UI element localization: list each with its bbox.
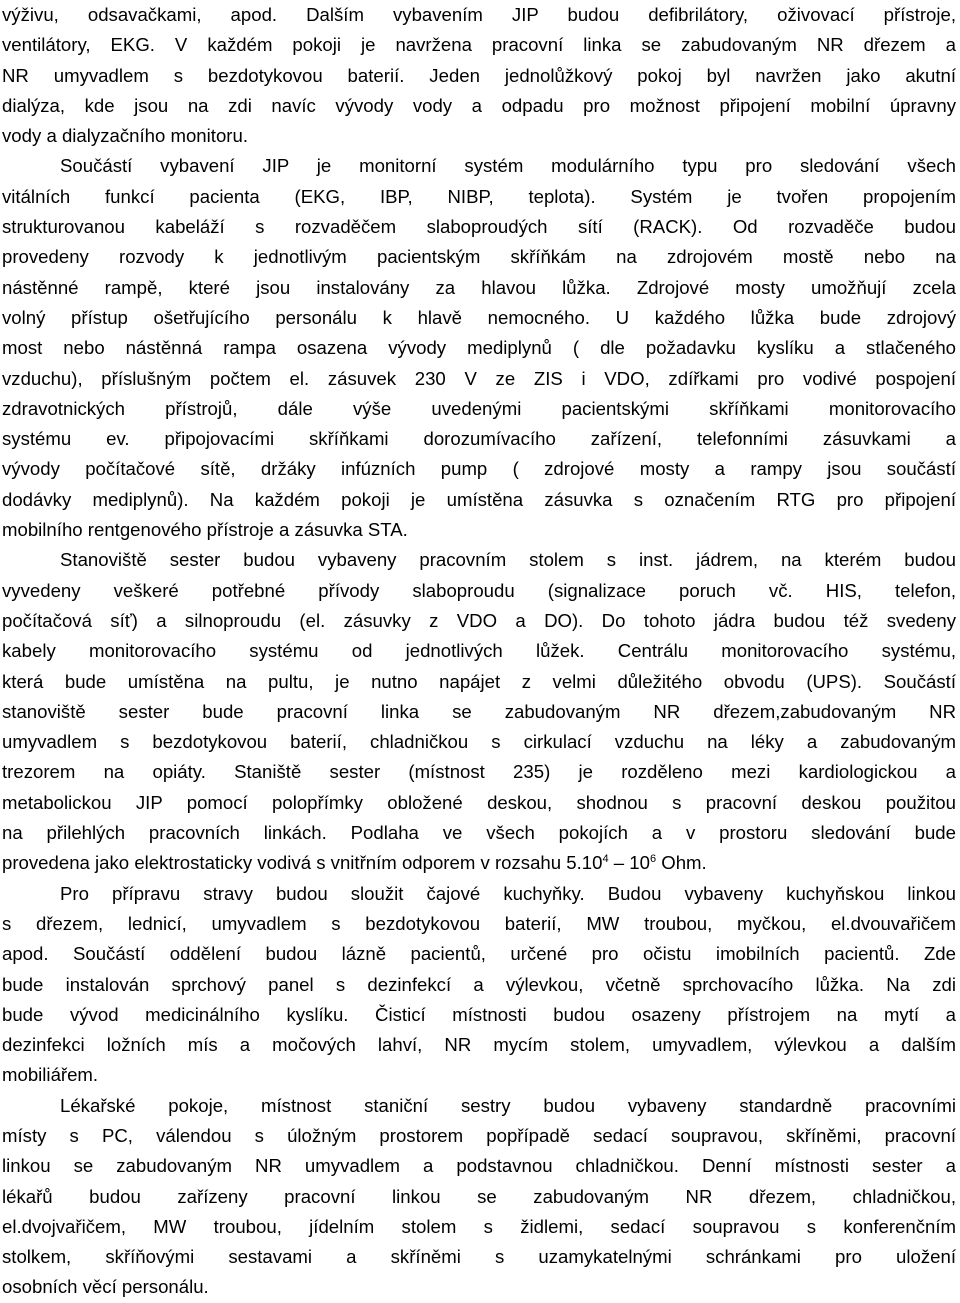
line-text: Pro přípravu stravy budou sloužit čajové kuchyňky. Budou vybaveny kuchyňskou linkou xyxy=(60,882,956,904)
text-line xyxy=(2,454,956,484)
text-line xyxy=(2,242,956,272)
line-text: bude instalován sprchový panel s dezinfekcí a výlevkou, včetně sprchovacího lůžka. Na zdi xyxy=(2,973,956,995)
text-line xyxy=(2,1242,956,1272)
text-line xyxy=(2,515,956,545)
line-text: Součástí vybavení JIP je monitorní systém modulárního typu pro sledování všech xyxy=(60,155,956,177)
text-line xyxy=(2,727,956,757)
line-text: mobiliářem. xyxy=(2,1064,99,1086)
line-text: stolkem, skříňovými sestavami a skříněmi s uzamykatelnými schránkami pro uložení xyxy=(2,1246,956,1268)
text-line xyxy=(2,485,956,515)
line-text: která bude umístěna na pultu, je nutno napájet z velmi důležitého obvodu (UPS). Součástí xyxy=(2,670,956,692)
line-text-mid: – 10 xyxy=(608,852,650,874)
text-line xyxy=(2,212,956,242)
text-line xyxy=(2,61,956,91)
line-text: systému ev. připojovacími skříňkami dorozumívacího zařízení, telefonními zásuvkami a xyxy=(2,428,956,450)
superscript-exponent: 6 xyxy=(649,853,657,866)
text-line xyxy=(2,394,956,424)
line-text: vitálních funkcí pacienta (EKG, IBP, NIBP, teplota). Systém je tvořen propojením xyxy=(2,185,956,207)
text-line xyxy=(2,939,956,969)
text-line xyxy=(2,757,956,787)
line-text: provedeny rozvody k jednotlivým pacientským skříňkám na zdrojovém mostě nebo na xyxy=(2,246,956,268)
text-line xyxy=(2,818,956,848)
line-text: vývody počítačové sítě, držáky infúzních pump ( zdrojové mosty a rampy jsou součástí xyxy=(2,458,956,480)
text-line xyxy=(2,121,956,151)
line-text: výživu, odsavačkami, apod. Dalším vybavením JIP budou defibrilátory, oživovací přístroje, xyxy=(2,4,956,25)
line-text: na přilehlých pracovních linkách. Podlaha ve všech pokojích a v prostoru sledování bude xyxy=(2,822,956,844)
text-line xyxy=(2,30,956,60)
text-line xyxy=(2,1272,956,1302)
text-line xyxy=(2,1121,956,1151)
line-text: Stanoviště sester budou vybaveny pracovním stolem s inst. jádrem, na kterém budou xyxy=(60,549,956,571)
text-line xyxy=(2,364,956,394)
text-line xyxy=(2,151,956,181)
text-line xyxy=(2,303,956,333)
line-text: NR umyvadlem s bezdotykovou baterií. Jeden jednolůžkový pokoj byl navržen jako akutní xyxy=(2,64,956,86)
line-text: lékařů budou zařízeny pracovní linkou se zabudovaným NR dřezem, chladničkou, xyxy=(2,1185,956,1207)
line-text: stanoviště sester bude pracovní linka se zabudovaným NR dřezem,zabudovaným NR xyxy=(2,700,956,722)
line-text: apod. Součástí oddělení budou lázně pacientů, určené pro očistu imobilních pacientů. Zde xyxy=(2,943,956,965)
text-line xyxy=(2,182,956,212)
text-line xyxy=(2,333,956,363)
text-line xyxy=(2,273,956,303)
line-text: mobilního rentgenového přístroje a zásuvka STA. xyxy=(2,519,408,541)
text-line xyxy=(2,970,956,1000)
line-text: volný přístup ošetřujícího personálu k hlavě nemocného. U každého lůžka bude zdrojový xyxy=(2,306,956,328)
text-line xyxy=(2,1030,956,1060)
text-line xyxy=(2,424,956,454)
line-text: ventilátory, EKG. V každém pokoji je navržena pracovní linka se zabudovaným NR dřezem a xyxy=(2,34,956,56)
text-line xyxy=(2,1060,956,1090)
line-text: linkou se zabudovaným NR umyvadlem a podstavnou chladničkou. Denní místnosti sester a xyxy=(2,1155,956,1177)
line-text: vody a dialyzačního monitoru. xyxy=(2,125,248,147)
line-text: dezinfekci ložních mís a močových lahví, NR mycím stolem, umyvadlem, výlevkou a dalším xyxy=(2,1034,956,1056)
text-line xyxy=(2,545,956,575)
line-text: vzduchu), příslušným počtem el. zásuvek 230 V ze ZIS i VDO, zdířkami pro vodivé pospojení xyxy=(2,367,956,389)
text-line xyxy=(2,909,956,939)
text-line xyxy=(2,848,956,878)
line-text: s dřezem, lednicí, umyvadlem s bezdotykovou baterií, MW troubou, myčkou, el.dvouvařičem xyxy=(2,912,956,934)
line-text: trezorem na opiáty. Staniště sester (místnost 235) je rozděleno mezi kardiologickou a xyxy=(2,761,956,783)
line-text: el.dvojvařičem, MW troubou, jídelním stolem s židlemi, sedací soupravou s konferenčním xyxy=(2,1215,956,1237)
text-line xyxy=(2,1091,956,1121)
line-text: počítačová síť) a silnoproudu (el. zásuvky z VDO a DO). Do tohoto jádra budou též svedeny xyxy=(2,609,956,631)
line-text: vyvedeny veškeré potřebné přívody slaboproudu (signalizace poruch vč. HIS, telefon, xyxy=(2,579,956,601)
line-text: dodávky mediplynů). Na každém pokoji je umístěna zásuvka s označením RTG pro připojení xyxy=(2,488,956,510)
line-text: umyvadlem s bezdotykovou baterií, chladničkou s cirkulací vzduchu na léky a zabudovaným xyxy=(2,731,956,753)
superscript-exponent: 4 xyxy=(602,853,609,866)
line-text: místy s PC, válendou s úložným prostorem popřípadě sedací soupravou, skříněmi, pracovní xyxy=(2,1124,956,1146)
text-line xyxy=(2,1000,956,1030)
line-text: dialýza, kde jsou na zdi navíc vývody vody a odpadu pro možnost připojení mobilní úpravny xyxy=(2,94,956,116)
text-line xyxy=(2,667,956,697)
text-line xyxy=(2,1182,956,1212)
text-line xyxy=(2,576,956,606)
line-text: metabolickou JIP pomocí polopřímky obložené deskou, shodnou s pracovní deskou použitou xyxy=(2,791,956,813)
text-line xyxy=(2,697,956,727)
line-text: bude vývod medicinálního kyslíku. Čisticí místnosti budou osazeny přístrojem na mytí a xyxy=(2,1003,956,1025)
line-text: osobních věcí personálu. xyxy=(2,1276,209,1298)
text-line xyxy=(2,879,956,909)
line-text: strukturovanou kabeláží s rozvaděčem slaboproudých sítí (RACK). Od rozvaděče budou xyxy=(2,216,956,238)
line-text-tail: Ohm. xyxy=(656,852,707,874)
text-line xyxy=(2,636,956,666)
line-text: provedena jako elektrostaticky vodivá s vnitřním odporem v rozsahu 5.10 xyxy=(2,852,603,874)
line-text: Lékařské pokoje, místnost staniční sestry budou vybaveny standardně pracovními xyxy=(60,1094,956,1116)
text-line xyxy=(2,1151,956,1181)
text-line xyxy=(2,606,956,636)
text-line xyxy=(2,91,956,121)
text-line xyxy=(2,1212,956,1242)
line-text: kabely monitorovacího systému od jednotlivých lůžek. Centrálu monitorovacího systému, xyxy=(2,640,956,662)
text-line xyxy=(2,0,956,30)
line-text: zdravotnických přístrojů, dále výše uvedenými pacientskými skříňkami monitorovacího xyxy=(2,397,956,419)
line-text: most nebo nástěnná rampa osazena vývody mediplynů ( dle požadavku kyslíku a stlačeného xyxy=(2,337,956,359)
line-text: nástěnné rampě, které jsou instalovány za hlavou lůžka. Zdrojové mosty umožňují zcela xyxy=(2,276,956,298)
text-line xyxy=(2,788,956,818)
